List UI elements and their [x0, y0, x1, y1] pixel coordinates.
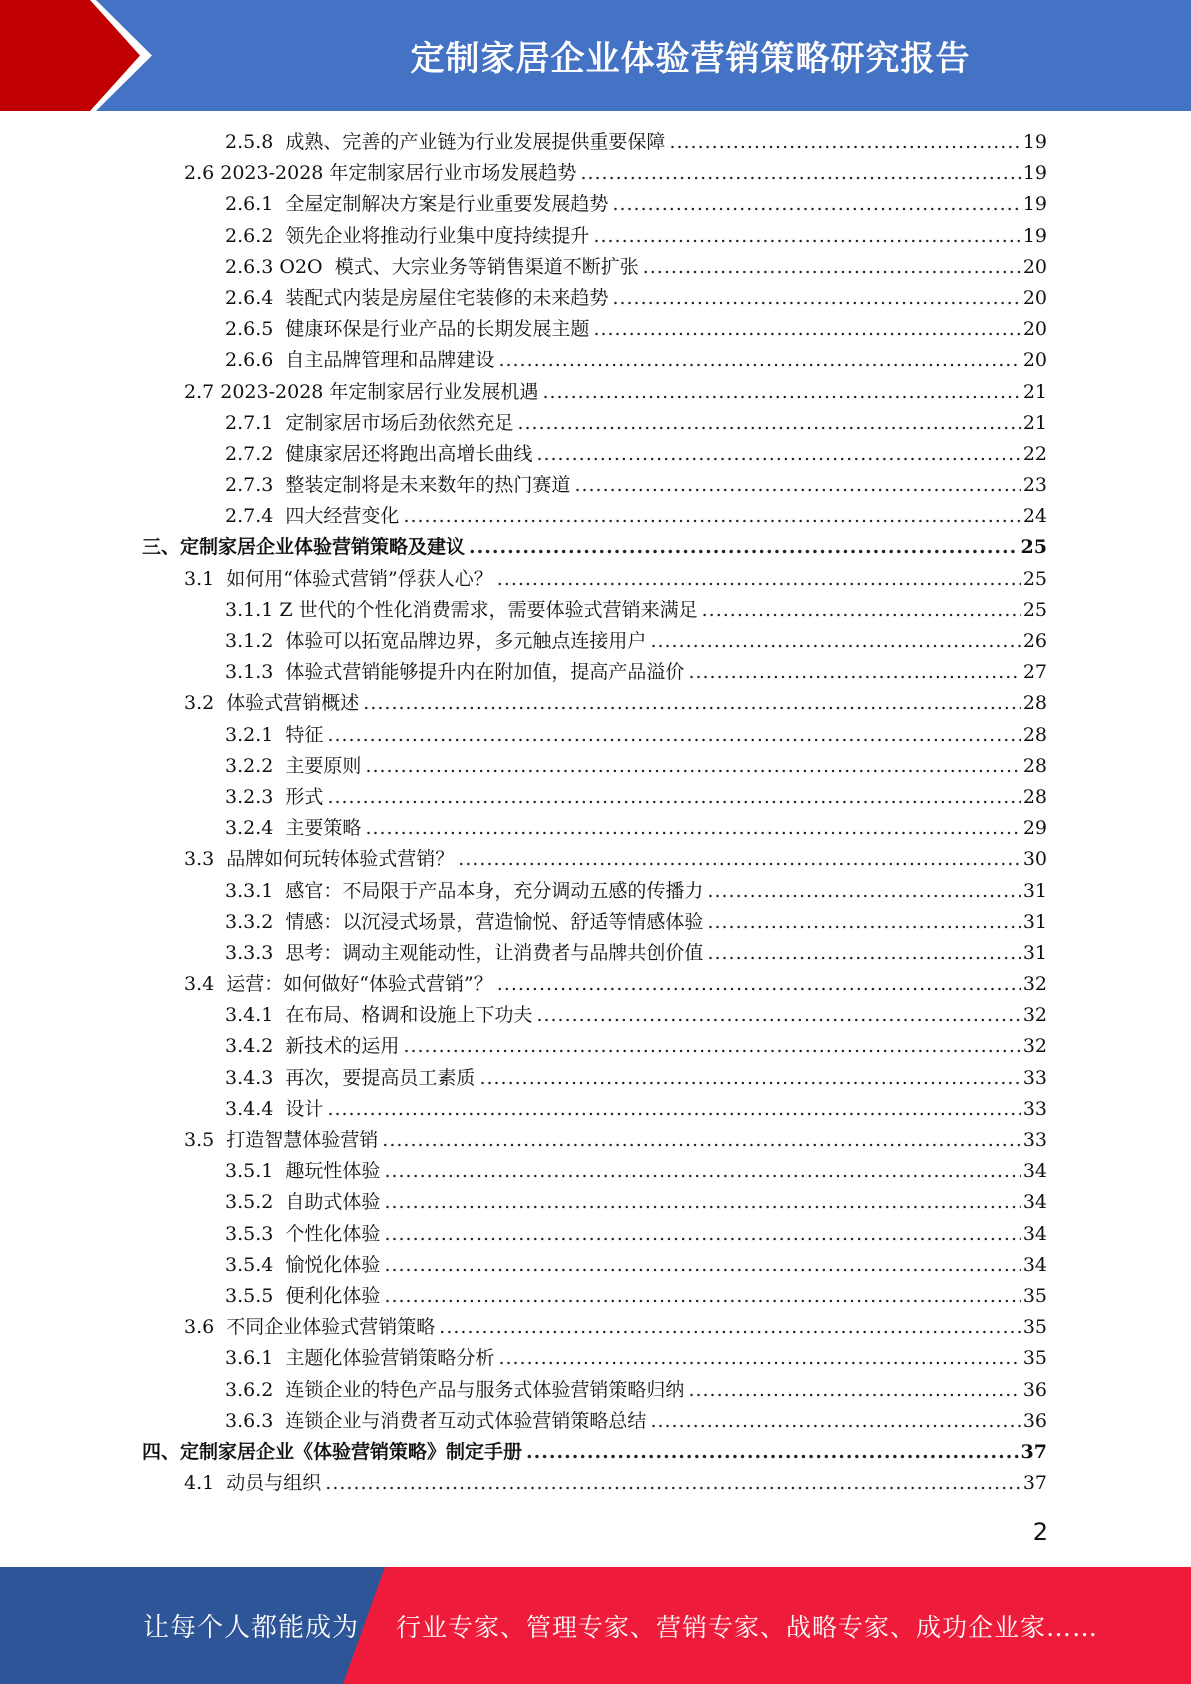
toc-entry-page: 33	[1022, 1097, 1047, 1120]
toc-entry-title: 3.6.3 连锁企业与消费者互动式体验营销策略总结	[225, 1409, 647, 1432]
toc-entry[interactable]	[0, 595, 1191, 626]
toc-entry-page: 28	[1022, 754, 1047, 777]
toc-entry-title: 2.6.5 健康环保是行业产品的长期发展主题	[225, 318, 590, 341]
toc-entry-title: 3.2.3 形式	[225, 785, 324, 808]
toc-entry[interactable]	[0, 782, 1191, 813]
toc-entry[interactable]	[0, 1031, 1191, 1062]
toc-entry-title: 2.6.2 领先企业将推动行业集中度持续提升	[225, 224, 590, 247]
toc-dot-leader	[439, 1312, 1021, 1343]
toc-entry[interactable]	[0, 688, 1191, 719]
toc-entry[interactable]	[0, 1094, 1191, 1125]
toc-dot-leader	[498, 345, 1020, 376]
toc-entry-page: 25	[1022, 598, 1047, 621]
toc-entry-page: 28	[1022, 723, 1047, 746]
toc-dot-leader	[363, 688, 1021, 719]
toc-dot-leader	[469, 532, 1019, 563]
toc-entry-title: 3.1.3 体验式营销能够提升内在附加值，提高产品溢价	[225, 661, 685, 684]
toc-entry-page: 28	[1022, 785, 1047, 808]
toc-entry-title: 2.6.4 装配式内装是房屋住宅装修的未来趋势	[225, 286, 609, 309]
toc-entry-page: 32	[1022, 973, 1047, 996]
toc-entry-title: 3.1.1 Z 世代的个性化消费需求，需要体验式营销来满足	[225, 598, 698, 621]
toc-dot-leader	[688, 657, 1020, 688]
toc-entry-page: 28	[1022, 692, 1047, 715]
toc-entry-page: 36	[1022, 1378, 1047, 1401]
toc-dot-leader	[497, 564, 1021, 595]
toc-entry-title: 2.6.3 O2O 模式、大宗业务等销售渠道不断扩张	[225, 255, 639, 278]
toc-entry-title: 4.1 动员与组织	[184, 1472, 322, 1495]
toc-entry-title: 3.3.2 情感：以沉浸式场景，营造愉悦、舒适等情感体验	[225, 910, 704, 933]
toc-dot-leader	[612, 189, 1020, 220]
toc-entry-page: 31	[1022, 910, 1047, 933]
toc-entry-title: 3.5.3 个性化体验	[225, 1222, 381, 1245]
toc-entry-page: 20	[1022, 349, 1047, 372]
toc-dot-leader	[580, 158, 1020, 189]
toc-entry[interactable]	[0, 1343, 1191, 1374]
toc-entry[interactable]	[0, 1125, 1191, 1156]
toc-entry-title: 3.3.1 感官：不局限于产品本身，充分调动五感的传播力	[225, 879, 704, 902]
toc-entry-page: 20	[1022, 318, 1047, 341]
toc-entry[interactable]	[0, 1281, 1191, 1312]
toc-entry[interactable]	[0, 907, 1191, 938]
toc-entry-title: 2.7.1 定制家居市场后劲依然充足	[225, 411, 514, 434]
toc-dot-leader	[650, 1406, 1020, 1437]
page-footer	[0, 1567, 1191, 1684]
toc-entry-page: 21	[1022, 380, 1047, 403]
toc-entry-title: 3.5 打造智慧体验营销	[184, 1129, 379, 1151]
toc-entry[interactable]	[0, 564, 1191, 595]
toc-entry-page: 19	[1022, 224, 1047, 247]
toc-entry[interactable]	[0, 283, 1191, 314]
toc-entry-title: 3.5.4 愉悦化体验	[225, 1253, 381, 1276]
toc-entry-page: 30	[1022, 848, 1047, 871]
toc-dot-leader	[384, 1187, 1020, 1218]
toc-dot-leader	[497, 969, 1021, 1000]
toc-entry[interactable]	[0, 1000, 1191, 1031]
toc-entry-page: 20	[1022, 286, 1047, 309]
toc-entry[interactable]	[0, 1406, 1191, 1437]
toc-entry-title: 3.2.2 主要原则	[225, 754, 362, 777]
toc-entry-title: 2.7.4 四大经营变化	[225, 505, 400, 528]
toc-dot-leader	[458, 844, 1021, 875]
toc-dot-leader	[702, 595, 1021, 626]
toc-entry[interactable]	[0, 1187, 1191, 1218]
toc-dot-leader	[707, 876, 1020, 907]
toc-entry-page: 33	[1022, 1066, 1047, 1089]
toc-entry[interactable]	[0, 377, 1191, 408]
toc-entry-title: 2.5.8 成熟、完善的产业链为行业发展提供重要保障	[225, 131, 666, 153]
toc-entry[interactable]	[0, 470, 1191, 501]
toc-dot-leader	[365, 751, 1020, 782]
toc-entry-title: 3.1 如何用“体验式营销”俘获人心？	[184, 567, 493, 590]
toc-entry-title: 3.2 体验式营销概述	[184, 692, 360, 715]
toc-entry-page: 34	[1022, 1222, 1047, 1245]
toc-entry-title: 3.3 品牌如何玩转体验式营销？	[184, 848, 455, 871]
toc-entry-page: 37	[1022, 1472, 1047, 1495]
toc-entry-page: 20	[1022, 255, 1047, 278]
toc-dot-leader	[384, 1156, 1020, 1187]
toc-entry-page: 27	[1022, 661, 1047, 684]
toc-entry-title: 3.4.4 设计	[225, 1097, 324, 1120]
toc-entry[interactable]	[0, 314, 1191, 345]
toc-entry-title: 2.6.1 全屋定制解决方案是行业重要发展趋势	[225, 193, 609, 216]
toc-dot-leader	[327, 782, 1020, 813]
toc-dot-leader	[384, 1281, 1020, 1312]
toc-entry-title: 3.6.1 主题化体验营销策略分析	[225, 1347, 495, 1370]
toc-entry-title: 四、定制家居企业《体验营销策略》制定手册	[142, 1440, 523, 1463]
toc-entry[interactable]	[0, 189, 1191, 220]
toc-entry[interactable]	[0, 1437, 1191, 1468]
toc-dot-leader	[536, 1000, 1020, 1031]
toc-entry[interactable]	[0, 1375, 1191, 1406]
toc-dot-leader	[707, 938, 1020, 969]
toc-entry-title: 2.6 2023-2028 年定制家居行业市场发展趋势	[184, 162, 577, 185]
toc-dot-leader	[536, 439, 1020, 470]
toc-dot-leader	[403, 1031, 1020, 1062]
toc-dot-leader	[643, 252, 1021, 283]
page-number: 2	[1032, 1518, 1048, 1546]
toc-entry-title: 3.5.1 趣玩性体验	[225, 1160, 381, 1183]
toc-dot-leader	[593, 314, 1020, 345]
toc-entry-title: 3.5.2 自助式体验	[225, 1191, 381, 1214]
toc-entry-page: 36	[1022, 1409, 1047, 1432]
toc-dot-leader	[669, 127, 1020, 158]
toc-entry[interactable]	[0, 876, 1191, 907]
toc-entry-title: 3.4.2 新技术的运用	[225, 1035, 400, 1058]
page-header	[0, 0, 1191, 111]
toc-entry[interactable]	[0, 1468, 1191, 1499]
toc-entry-page: 21	[1022, 411, 1047, 434]
toc-entry-page: 34	[1022, 1160, 1047, 1183]
toc-dot-leader	[382, 1125, 1021, 1156]
toc-dot-leader	[517, 408, 1020, 439]
toc-entry-page: 33	[1022, 1129, 1047, 1151]
toc-entry-page: 23	[1022, 474, 1047, 497]
toc-dot-leader	[403, 501, 1020, 532]
toc-entry-page: 19	[1022, 162, 1047, 185]
toc-entry[interactable]	[0, 813, 1191, 844]
toc-entry[interactable]	[0, 1312, 1191, 1343]
toc-dot-leader	[327, 720, 1020, 751]
toc-entry-title: 三、定制家居企业体验营销策略及建议	[142, 536, 466, 559]
toc-entry[interactable]	[0, 252, 1191, 283]
toc-entry-page: 34	[1022, 1253, 1047, 1276]
toc-entry-title: 3.3.3 思考：调动主观能动性，让消费者与品牌共创价值	[225, 941, 704, 964]
toc-entry[interactable]	[0, 1219, 1191, 1250]
toc-entry[interactable]	[0, 626, 1191, 657]
toc-dot-leader	[574, 470, 1020, 501]
toc-entry-title: 3.1.2 体验可以拓宽品牌边界，多元触点连接用户	[225, 630, 647, 652]
toc-entry-page: 32	[1022, 1035, 1047, 1058]
toc-entry[interactable]	[0, 1250, 1191, 1281]
toc-entry-title: 3.2.1 特征	[225, 723, 324, 746]
toc-dot-leader	[526, 1437, 1019, 1468]
toc-entry[interactable]	[0, 720, 1191, 751]
toc-entry[interactable]	[0, 938, 1191, 969]
toc-entry[interactable]	[0, 501, 1191, 532]
toc-entry-page: 25	[1022, 567, 1047, 590]
toc-entry-page: 26	[1022, 630, 1047, 652]
toc-entry-page: 32	[1022, 1004, 1047, 1027]
toc-entry-title: 3.6 不同企业体验式营销策略	[184, 1316, 436, 1339]
toc-entry-page: 24	[1022, 505, 1047, 528]
toc-dot-leader	[650, 626, 1020, 657]
toc-dot-leader	[612, 283, 1020, 314]
toc-entry[interactable]	[0, 844, 1191, 875]
toc-entry[interactable]	[0, 439, 1191, 470]
toc-entry-title: 3.4.3 再次，要提高员工素质	[225, 1066, 476, 1089]
toc-dot-leader	[327, 1094, 1020, 1125]
toc-entry[interactable]	[0, 1156, 1191, 1187]
toc-entry-title: 2.6.6 自主品牌管理和品牌建设	[225, 349, 495, 372]
toc-entry-page: 31	[1022, 941, 1047, 964]
toc-entry[interactable]	[0, 345, 1191, 376]
toc-entry-title: 2.7 2023-2028 年定制家居行业发展机遇	[184, 380, 539, 403]
toc-entry[interactable]	[0, 408, 1191, 439]
header-arrow-icon	[0, 0, 140, 111]
toc-entry-title: 3.4 运营：如何做好“体验式营销”？	[184, 973, 493, 996]
toc-dot-leader	[384, 1219, 1020, 1250]
toc-entry-page: 31	[1022, 879, 1047, 902]
toc-entry-page: 37	[1020, 1440, 1047, 1463]
toc-entry-title: 3.5.5 便利化体验	[225, 1284, 381, 1307]
toc-dot-leader	[688, 1375, 1020, 1406]
toc-entry[interactable]	[0, 1063, 1191, 1094]
report-title: 定制家居企业体验营销策略研究报告	[410, 39, 971, 79]
footer-slogan: 让每个人都能成为	[143, 1613, 360, 1643]
toc-entry-page: 34	[1022, 1191, 1047, 1214]
toc-entry[interactable]	[0, 127, 1191, 158]
toc-dot-leader	[325, 1468, 1021, 1499]
toc-entry-page: 22	[1022, 442, 1047, 465]
toc-entry-title: 2.7.3 整装定制将是未来数年的热门赛道	[225, 474, 571, 497]
toc-dot-leader	[384, 1250, 1020, 1281]
toc-entry-page: 25	[1020, 536, 1047, 559]
toc-entry[interactable]	[0, 158, 1191, 189]
toc-entry-title: 3.6.2 连锁企业的特色产品与服务式体验营销策略归纳	[225, 1378, 685, 1401]
toc-dot-leader	[707, 907, 1020, 938]
toc-entry[interactable]	[0, 221, 1191, 252]
toc-entry[interactable]	[0, 657, 1191, 688]
table-of-contents	[0, 127, 1191, 1499]
toc-entry-page: 19	[1022, 193, 1047, 216]
toc-dot-leader	[498, 1343, 1020, 1374]
toc-entry[interactable]	[0, 751, 1191, 782]
toc-entry-title: 2.7.2 健康家居还将跑出高增长曲线	[225, 442, 533, 465]
toc-entry-page: 19	[1022, 131, 1047, 153]
toc-entry[interactable]	[0, 532, 1191, 563]
toc-entry-page: 35	[1022, 1284, 1047, 1307]
footer-roles: 行业专家、管理专家、营销专家、战略专家、成功企业家……	[396, 1612, 1099, 1642]
toc-entry[interactable]	[0, 969, 1191, 1000]
toc-dot-leader	[542, 377, 1020, 408]
toc-dot-leader	[593, 221, 1020, 252]
toc-dot-leader	[365, 813, 1020, 844]
toc-entry-title: 3.2.4 主要策略	[225, 817, 362, 840]
toc-entry-title: 3.4.1 在布局、格调和设施上下功夫	[225, 1004, 533, 1027]
toc-entry-page: 35	[1022, 1347, 1047, 1370]
toc-entry-page: 35	[1022, 1316, 1047, 1339]
toc-dot-leader	[479, 1063, 1020, 1094]
toc-entry-page: 29	[1022, 817, 1047, 840]
